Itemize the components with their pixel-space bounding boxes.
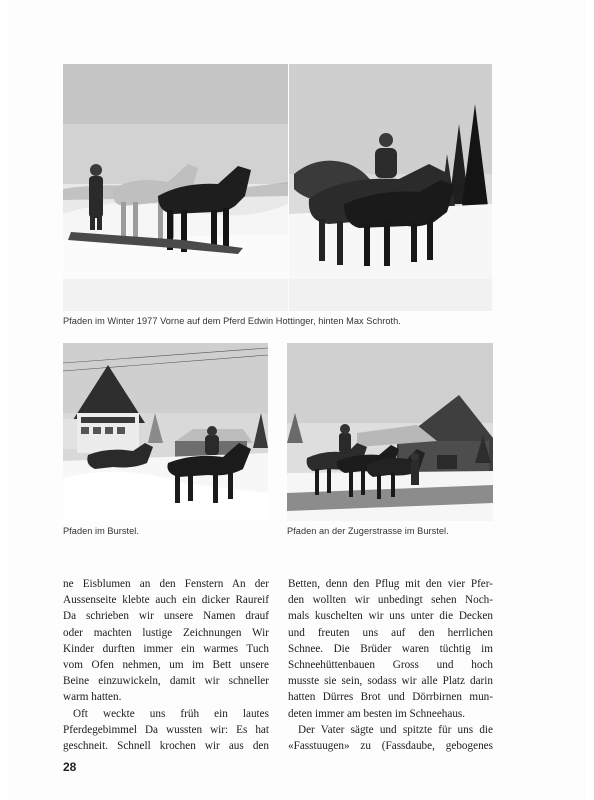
text-line: vom Ofen nehmen, um im Bett unsere [63,658,269,671]
text-line: Kinder durften immer ein warmes Tuch [63,642,269,655]
text-line: und freuten uns auf den herrlichen [288,626,493,639]
text-line: Schnee. Die Brüder waren tüchtig im [288,642,493,655]
text-line: Pferdegebimmel Da wussten wir: Es hat [63,723,269,736]
text-line: Betten, denn den Pflug mit den vier Pfer- [288,578,493,590]
text-line: Oft weckte uns früh ein lautes [73,707,269,720]
text-line: den wollten wir unbedingt sehen Noch- [288,594,493,607]
photo-farmhouse-burstel [63,343,268,521]
caption-top-photos: Pfaden im Winter 1977 Vorne auf dem Pferd Edwin Hottinger, hinten Max Schroth. [63,316,401,326]
text-column-right [288,576,493,754]
text-line: geschneit. Schnell krochen wir aus den [63,739,269,752]
page-number: 28 [63,760,77,774]
text-line: warm hatten. [63,691,122,704]
text-line: oder machten lustige Zeichnungen Wir [63,626,269,639]
text-line: ne Eisblumen an den Fenstern An der [63,578,269,590]
text-line: Beine einzuwickeln, damit wir schneller [63,675,269,688]
text-line: musste sie sein, sodass wir alle Platz darin [288,675,493,688]
text-column-left [63,576,269,754]
photo-horses-snow-plough [63,64,288,311]
text-line: Der Vater sägte und spitzte für uns die [298,723,493,736]
text-line: Aussenseite klebte auch ein dicker Raureif [63,594,269,607]
photo-rider-horse-team [289,64,492,311]
caption-mid-left-photo: Pfaden im Burstel. [63,526,139,536]
text-line: Da schrieben wir unsere Namen drauf [63,610,269,623]
photo-zugerstrasse-burstel [287,343,493,521]
text-line: Schneehüttenbauen Gross und hoch [288,658,493,671]
text-line: hatten Dürres Brot und Dörrbirnen mun- [288,691,493,704]
caption-mid-right-photo: Pfaden an der Zugerstrasse im Burstel. [287,526,449,536]
text-line: deten immer am besten im Schneehaus. [288,707,466,720]
text-line: mals kuschelten wir uns unter die Decken [288,610,493,623]
text-line: «Fasstuugen» zu (Fassdaube, gebogenes [288,739,493,752]
